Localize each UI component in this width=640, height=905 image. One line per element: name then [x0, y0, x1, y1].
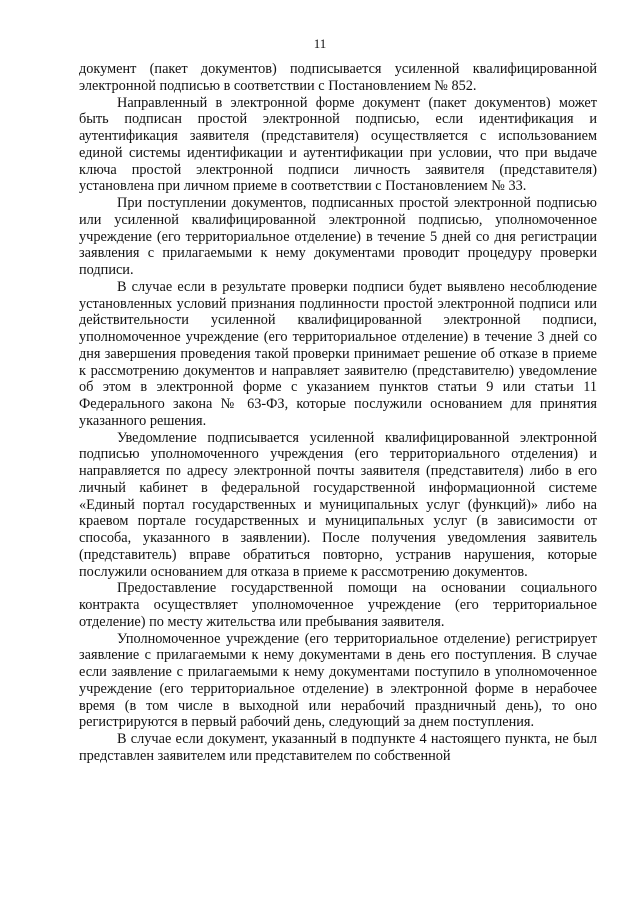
- paragraph-registration: Уполномоченное учреждение (его территориальное отделение) регистрирует заявление с прилагаемыми к нему документами в день его поступления. В случае если заявление с прилагаемыми к нему документами поступило в уполномоченное учреждение (его территориальное отделение) в электронной форме в нерабочее время (в том числе в выходной или нерабочий праздничный день), то оно регистрируются в первый рабочий день, следующий за днем поступления.: [79, 630, 597, 731]
- paragraph-social-contract: Предоставление государственной помощи на основании социального контракта осуществляет уполномоченное учреждение (его территориальное отделение) по месту жительства или пребывания заявителя.: [79, 580, 597, 630]
- paragraph-missing-document: В случае если документ, указанный в подпункте 4 настоящего пункта, не был представлен заявителем или представителем по собственной: [79, 731, 597, 764]
- paragraph-notification: Уведомление подписывается усиленной квалифицированной электронной подписью уполномоченного учреждения (его территориального отделения) и направляется по адресу электронной почты заявителя (представителя) либо в его личный кабинет в федеральной государственной информационной системе «Единый портал государственных и муниципальных услуг (функций)» либо на краевом портале государственных и муниципальных услуг (в зависимости от способа, указанного в заявлении). После получения уведомления заявитель (представитель) вправе обратиться повторно, устранив нарушения, которые послужили основанием для отказа в приеме к рассмотрению документов.: [79, 429, 597, 580]
- page-number: 11: [313, 36, 327, 51]
- paragraph-signature-verification: При поступлении документов, подписанных простой электронной подписью или усиленной квалифицированной электронной подписью, уполномоченное учреждение (его территориальное отделение) в течение 5 дней со дня регистрации заявления с прилагаемыми к нему документами проводит процедуру проверки подписи.: [79, 195, 597, 278]
- document-body: [79, 61, 597, 765]
- paragraph-simple-signature: Направленный в электронной форме документ (пакет документов) может быть подписан простой электронной подписью, если идентификация и аутентификация заявителя (представителя) осуществляется с использованием единой системы идентификации и аутентификации при условии, что при выдаче ключа простой электронной подписи личность заявителя (представителя) установлена при личном приеме в соответствии с Постановлением № 33.: [79, 94, 597, 195]
- paragraph-continuation: документ (пакет документов) подписывается усиленной квалифицированной электронной подписью в соответствии с Постановлением № 852.: [79, 61, 597, 94]
- paragraph-verification-failure: В случае если в результате проверки подписи будет выявлено несоблюдение установленных условий признания подлинности простой электронной подписи или действительности усиленной квалифицированной электронной подписи, уполномоченное учреждение (его территориальное отделение) в течение 3 дней со дня завершения проведения такой проверки принимает решение об отказе в приеме к рассмотрению документов и направляет заявителю (представителю) уведомление об этом в электронной форме с указанием пунктов статьи 9 или статьи 11 Федерального закона № 63-ФЗ, которые послужили основанием для принятия указанного решения.: [79, 278, 597, 429]
